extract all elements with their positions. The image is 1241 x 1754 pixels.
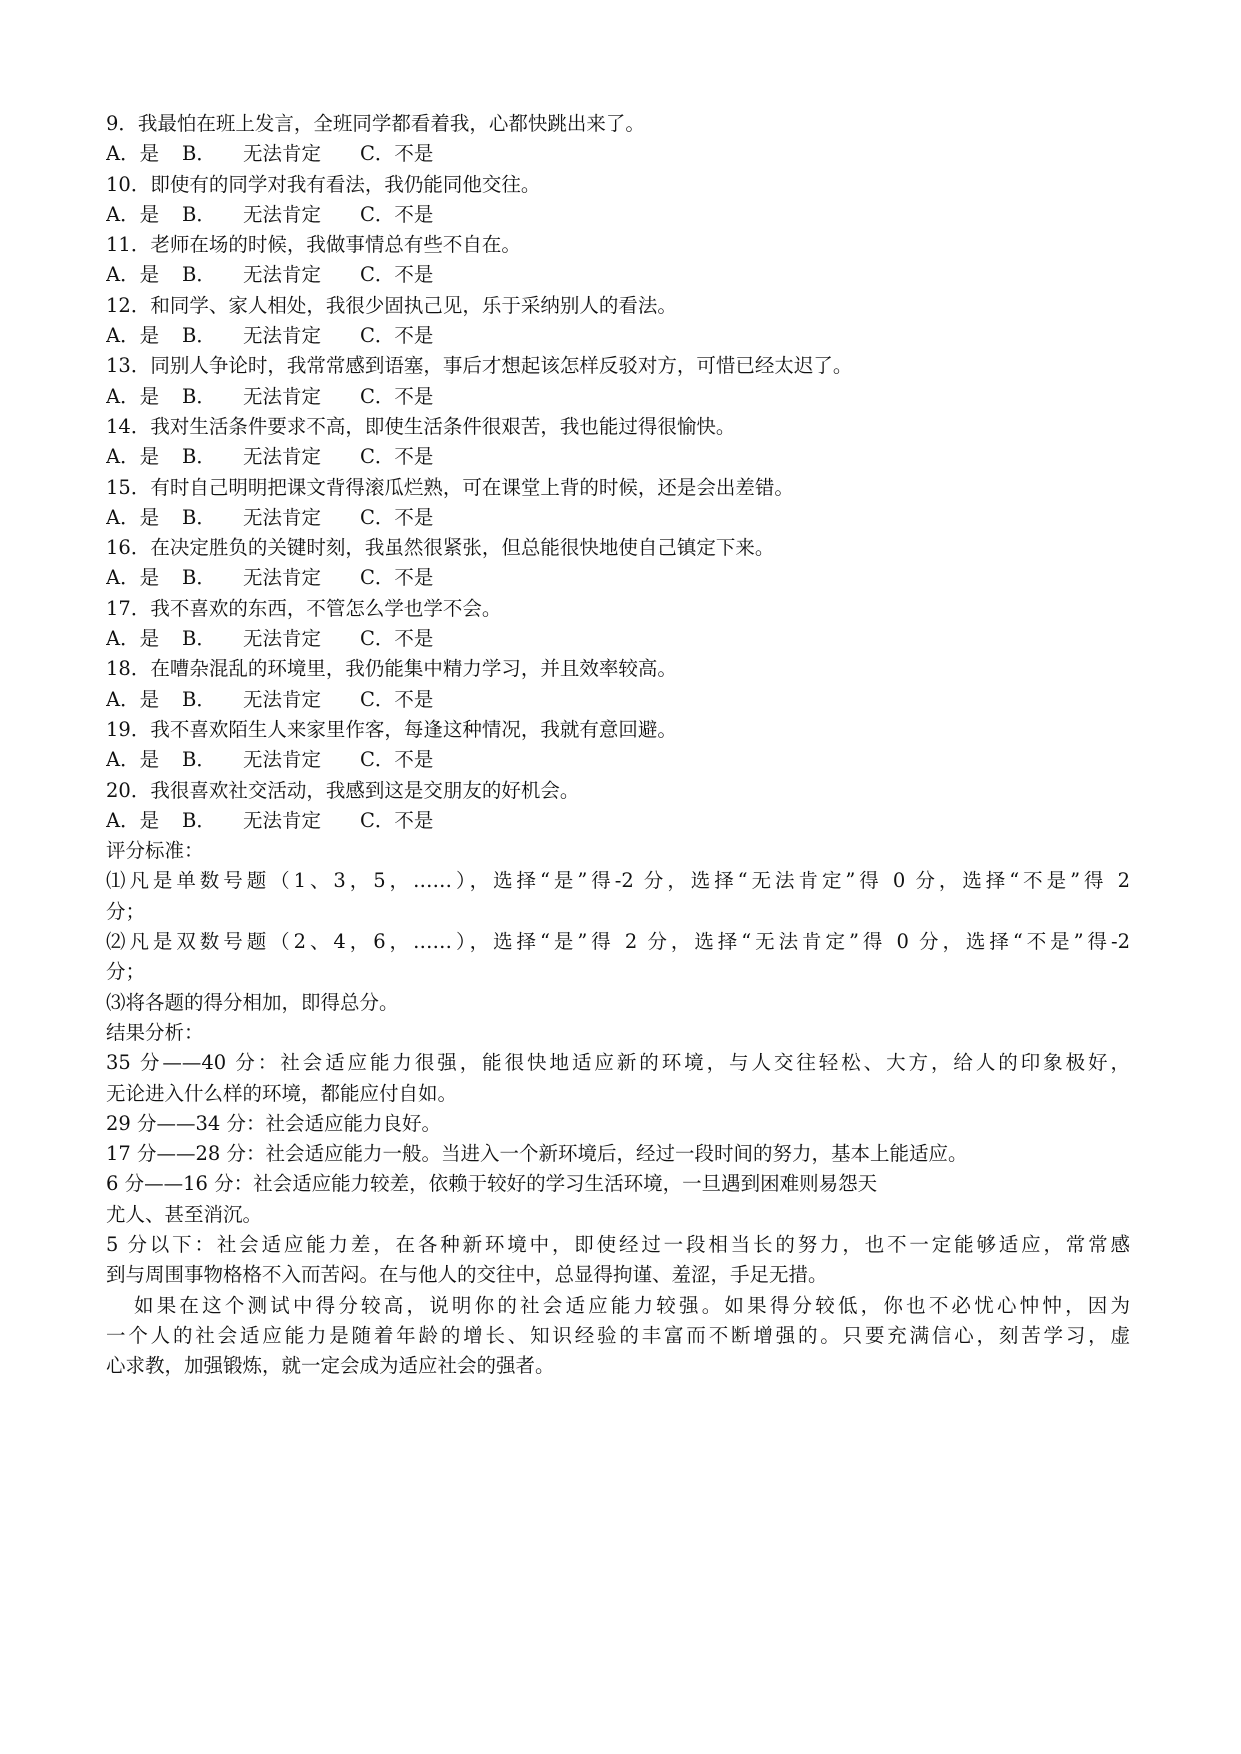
question-text: 和同学、家人相处，我很少固执己见，乐于采纳别人的看法。 bbox=[150, 293, 677, 317]
option-b-text: 无法肯定 bbox=[243, 263, 322, 287]
question-number: 13． bbox=[106, 354, 151, 378]
question-text: 在决定胜负的关键时刻，我虽然很紧张，但总能很快地使自己镇定下来。 bbox=[150, 536, 775, 560]
conclusion-line: 一个人的社会适应能力是随着年龄的增长、知识经验的丰富而不断增强的。只要充满信心，刻苦学习，虚 bbox=[106, 1323, 1130, 1347]
question-14 bbox=[106, 412, 1130, 442]
option-a: A．是 bbox=[106, 324, 160, 348]
results-heading: 结果分析： bbox=[106, 1020, 204, 1044]
answer-options bbox=[106, 442, 1130, 472]
option-b-text: 无法肯定 bbox=[243, 445, 322, 469]
option-b-text: 无法肯定 bbox=[243, 808, 322, 832]
option-b-label: B． bbox=[182, 808, 216, 832]
option-c: C．不是 bbox=[360, 142, 434, 166]
answer-options bbox=[106, 624, 1130, 654]
question-11 bbox=[106, 230, 1130, 260]
option-c: C．不是 bbox=[360, 384, 434, 408]
question-text: 即使有的同学对我有看法，我仍能同他交往。 bbox=[150, 172, 541, 196]
option-b-text: 无法肯定 bbox=[243, 202, 322, 226]
result-line: 6 分——16 分：社会适应能力较差，依赖于较好的学习生活环境，一旦遇到困难则易怨天 bbox=[106, 1172, 878, 1196]
question-text: 在嘈杂混乱的环境里，我仍能集中精力学习，并且效率较高。 bbox=[150, 657, 677, 681]
question-text: 我很喜欢社交活动，我感到这是交朋友的好机会。 bbox=[150, 778, 580, 802]
option-c: C．不是 bbox=[360, 748, 434, 772]
question-17 bbox=[106, 594, 1130, 624]
answer-options bbox=[106, 503, 1130, 533]
answer-options bbox=[106, 260, 1130, 290]
option-a: A．是 bbox=[106, 748, 160, 772]
question-text: 同别人争论时，我常常感到语塞，事后才想起该怎样反驳对方，可惜已经太迟了。 bbox=[150, 354, 853, 378]
option-c: C．不是 bbox=[360, 324, 434, 348]
question-text: 我不喜欢的东西，不管怎么学也学不会。 bbox=[150, 596, 502, 620]
question-number: 14． bbox=[106, 414, 151, 438]
option-a: A．是 bbox=[106, 202, 160, 226]
option-b-label: B． bbox=[182, 445, 216, 469]
question-text: 我最怕在班上发言，全班同学都看着我，心都快跳出来了。 bbox=[137, 112, 645, 135]
option-b-text: 无法肯定 bbox=[243, 627, 322, 651]
question-text: 老师在场的时候，我做事情总有些不自在。 bbox=[150, 233, 521, 257]
option-b-label: B． bbox=[182, 202, 216, 226]
scoring-heading: 评分标准： bbox=[106, 839, 204, 863]
answer-options bbox=[106, 139, 1130, 169]
question-text: 我对生活条件要求不高，即使生活条件很艰苦，我也能过得很愉快。 bbox=[150, 414, 736, 438]
option-b-label: B． bbox=[182, 687, 216, 711]
answer-options bbox=[106, 321, 1130, 351]
option-b-text: 无法肯定 bbox=[243, 748, 322, 772]
answer-options bbox=[106, 200, 1130, 230]
question-9 bbox=[106, 109, 1130, 139]
question-number: 18． bbox=[106, 657, 151, 681]
result-line: 35 分——40 分：社会适应能力很强，能很快地适应新的环境，与人交往轻松、大方，给人的印象极好， bbox=[106, 1051, 1130, 1075]
option-a: A．是 bbox=[106, 627, 160, 651]
answer-options bbox=[106, 806, 1130, 836]
option-b-text: 无法肯定 bbox=[243, 566, 322, 590]
option-b-text: 无法肯定 bbox=[243, 687, 322, 711]
option-c: C．不是 bbox=[360, 505, 434, 529]
question-15 bbox=[106, 473, 1130, 503]
question-number: 15． bbox=[106, 475, 151, 499]
option-a: A．是 bbox=[106, 384, 160, 408]
question-13 bbox=[106, 351, 1130, 381]
answer-options bbox=[106, 685, 1130, 715]
option-a: A．是 bbox=[106, 505, 160, 529]
option-b-label: B． bbox=[182, 384, 216, 408]
option-a: A．是 bbox=[106, 808, 160, 832]
option-b-label: B． bbox=[182, 142, 216, 166]
question-number: 10． bbox=[106, 172, 151, 196]
question-20 bbox=[106, 776, 1130, 806]
document-page bbox=[106, 109, 1130, 1382]
option-c: C．不是 bbox=[360, 263, 434, 287]
question-19 bbox=[106, 715, 1130, 745]
question-16 bbox=[106, 533, 1130, 563]
result-line: 17 分——28 分：社会适应能力一般。当进入一个新环境后，经过一段时间的努力，基本上能适应。 bbox=[106, 1142, 968, 1166]
option-c: C．不是 bbox=[360, 687, 434, 711]
question-18 bbox=[106, 654, 1130, 684]
option-b-label: B． bbox=[182, 748, 216, 772]
option-a: A．是 bbox=[106, 566, 160, 590]
question-number: 19． bbox=[106, 717, 151, 741]
question-number: 20． bbox=[106, 778, 151, 802]
question-number: 9． bbox=[106, 112, 138, 135]
option-b-label: B． bbox=[182, 505, 216, 529]
option-c: C．不是 bbox=[360, 627, 434, 651]
option-b-text: 无法肯定 bbox=[243, 505, 322, 529]
option-c: C．不是 bbox=[360, 566, 434, 590]
option-a: A．是 bbox=[106, 142, 160, 166]
result-line: 无论进入什么样的环境，都能应付自如。 bbox=[106, 1081, 458, 1105]
option-b-label: B． bbox=[182, 566, 216, 590]
option-a: A．是 bbox=[106, 687, 160, 711]
question-10 bbox=[106, 170, 1130, 200]
conclusion-line: 如果在这个测试中得分较高，说明你的社会适应能力较强。如果得分较低，你也不必忧心忡忡，因为 bbox=[134, 1293, 1130, 1317]
result-line: 5 分以下：社会适应能力差，在各种新环境中，即使经过一段相当长的努力，也不一定能够适应，常常感 bbox=[106, 1232, 1130, 1256]
question-number: 16． bbox=[106, 536, 151, 560]
question-number: 11． bbox=[106, 233, 151, 257]
option-b-text: 无法肯定 bbox=[243, 384, 322, 408]
scoring-rule-line: ⑶将各题的得分相加，即得总分。 bbox=[106, 990, 399, 1014]
option-b-label: B． bbox=[182, 324, 216, 348]
option-b-text: 无法肯定 bbox=[243, 324, 322, 348]
option-a: A．是 bbox=[106, 445, 160, 469]
question-12 bbox=[106, 291, 1130, 321]
scoring-rule-line: 分； bbox=[106, 899, 146, 923]
scoring-rule-line: ⑴凡是单数号题（1、3，5，……），选择“是”得-2 分，选择“无法肯定”得 0 分，选择“不是”得 2 bbox=[106, 869, 1130, 893]
result-line: 29 分——34 分：社会适应能力良好。 bbox=[106, 1111, 442, 1135]
scoring-rule-line: 分； bbox=[106, 960, 146, 984]
answer-options bbox=[106, 745, 1130, 775]
question-text: 我不喜欢陌生人来家里作客，每逢这种情况，我就有意回避。 bbox=[150, 717, 677, 741]
answer-options bbox=[106, 563, 1130, 593]
question-text: 有时自己明明把课文背得滚瓜烂熟，可在课堂上背的时候，还是会出差错。 bbox=[150, 475, 794, 499]
question-number: 17． bbox=[106, 596, 151, 620]
answer-options bbox=[106, 382, 1130, 412]
option-b-text: 无法肯定 bbox=[243, 142, 322, 166]
option-b-label: B． bbox=[182, 627, 216, 651]
question-number: 12． bbox=[106, 293, 151, 317]
option-a: A．是 bbox=[106, 263, 160, 287]
scoring-rule-line: ⑵凡是双数号题（2、4，6，……），选择“是”得 2 分，选择“无法肯定”得 0 分，选择“不是”得-2 bbox=[106, 930, 1130, 954]
option-c: C．不是 bbox=[360, 445, 434, 469]
option-c: C．不是 bbox=[360, 808, 434, 832]
option-c: C．不是 bbox=[360, 202, 434, 226]
conclusion-line: 心求教，加强锻炼，就一定会成为适应社会的强者。 bbox=[106, 1354, 555, 1378]
result-line: 到与周围事物格格不入而苦闷。在与他人的交往中，总显得拘谨、羞涩，手足无措。 bbox=[106, 1263, 828, 1287]
result-line: 尤人、甚至消沉。 bbox=[106, 1202, 263, 1226]
option-b-label: B． bbox=[182, 263, 216, 287]
